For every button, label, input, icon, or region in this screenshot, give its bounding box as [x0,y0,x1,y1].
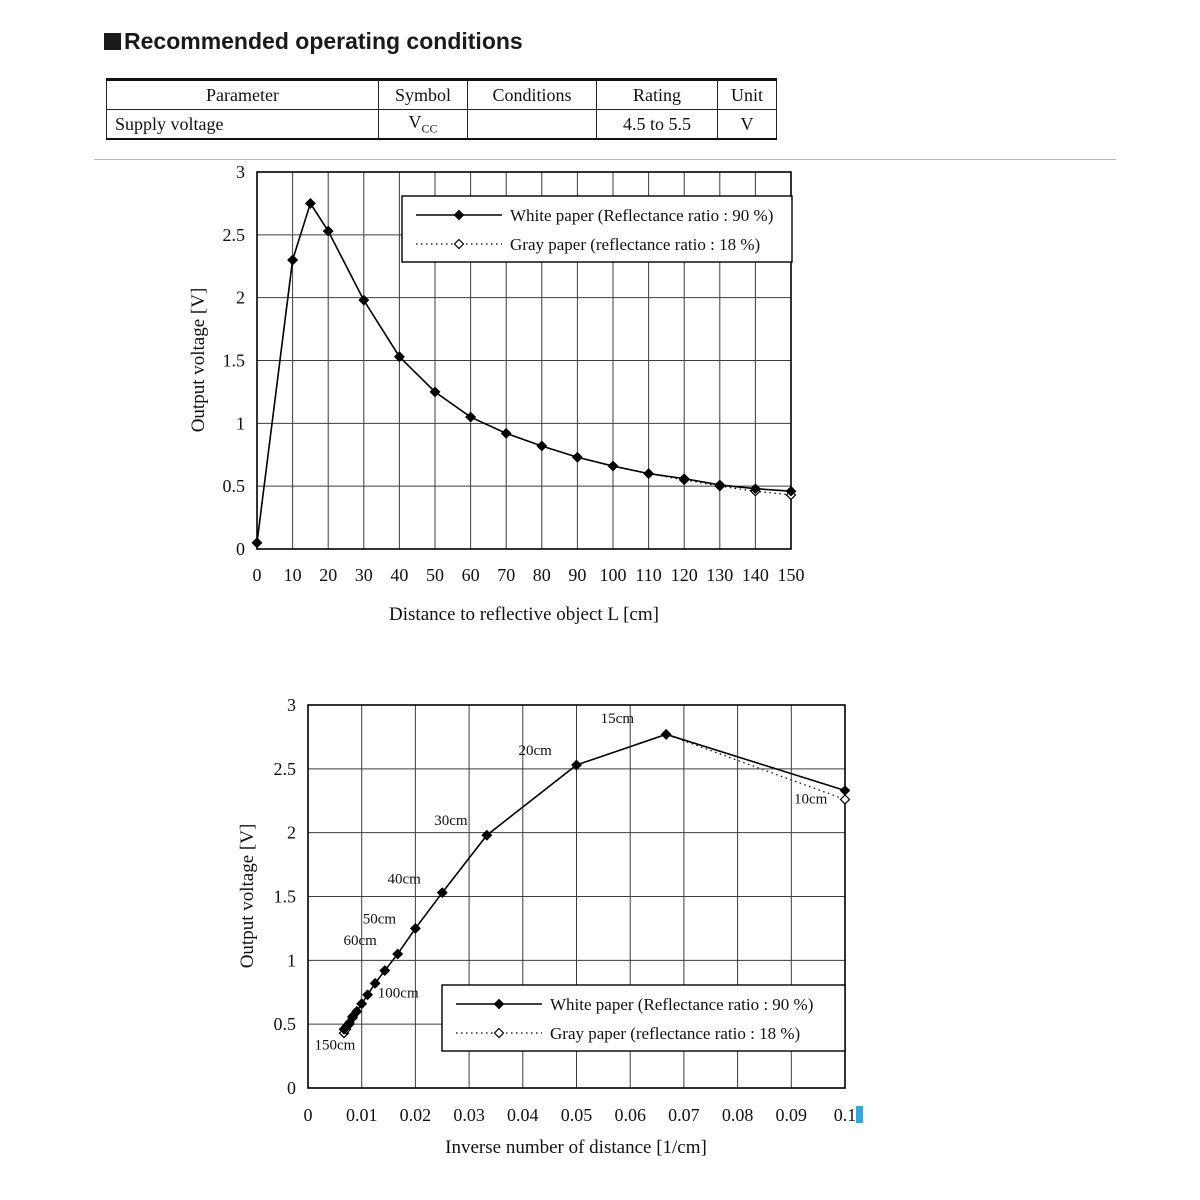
output-voltage-vs-distance-chart [0,160,1200,635]
svg-text:2.5: 2.5 [273,758,296,779]
svg-text:0.03: 0.03 [453,1105,485,1125]
svg-text:0.02: 0.02 [399,1105,432,1125]
svg-text:Gray paper (reflectance ratio: Gray paper (reflectance ratio : 18 %) [510,235,761,254]
svg-text:40: 40 [390,565,409,585]
svg-text:90: 90 [568,565,587,585]
col-header-conditions: Conditions [468,80,597,110]
svg-text:White paper (Reflectance ratio: White paper (Reflectance ratio : 90 %) [510,206,774,225]
symbol-main: V [408,111,422,132]
svg-text:60: 60 [461,565,480,585]
svg-text:60cm: 60cm [343,933,377,950]
svg-text:10: 10 [283,565,302,585]
svg-text:0.5: 0.5 [273,1014,296,1035]
symbol-subscript: CC [421,121,438,136]
svg-text:3: 3 [287,695,296,715]
svg-text:0.06: 0.06 [614,1105,646,1125]
svg-text:30: 30 [354,565,373,585]
cell-symbol [379,110,468,140]
svg-text:1: 1 [236,413,245,434]
svg-text:Gray paper (reflectance ratio: Gray paper (reflectance ratio : 18 %) [550,1024,801,1043]
svg-text:1.5: 1.5 [222,350,245,371]
svg-text:20: 20 [319,565,338,585]
svg-text:30cm: 30cm [434,813,468,830]
svg-text:1: 1 [287,950,296,971]
svg-text:1.5: 1.5 [273,886,296,907]
svg-text:Distance to reflective object: Distance to reflective object L [cm] [389,604,659,625]
svg-text:0.04: 0.04 [507,1105,539,1125]
table-row [107,110,777,140]
svg-text:110: 110 [635,565,662,585]
svg-text:Inverse number of distance [1/: Inverse number of distance [1/cm] [445,1137,707,1158]
svg-text:0: 0 [303,1105,313,1125]
output-voltage-vs-inverse-distance-chart [0,695,1200,1170]
svg-text:3: 3 [236,162,245,182]
svg-text:0.09: 0.09 [775,1105,808,1125]
svg-text:Output voltage [V]: Output voltage [V] [237,823,258,969]
svg-text:140: 140 [741,565,769,585]
svg-text:0.1: 0.1 [833,1105,857,1125]
cell-unit: V [718,110,777,140]
section-marker-icon [104,33,121,50]
svg-text:100: 100 [599,565,627,585]
cell-rating: 4.5 to 5.5 [597,110,718,140]
col-header-parameter: Parameter [107,80,379,110]
col-header-symbol: Symbol [379,80,468,110]
svg-text:50cm: 50cm [362,911,397,928]
svg-text:0.07: 0.07 [668,1105,700,1125]
col-header-rating: Rating [597,80,718,110]
cell-conditions [468,110,597,140]
svg-text:0: 0 [236,539,245,559]
svg-text:80: 80 [532,565,551,585]
svg-text:2: 2 [236,287,245,308]
scan-artifact [856,1106,863,1123]
svg-text:White paper (Reflectance ratio: White paper (Reflectance ratio : 90 %) [550,995,814,1014]
svg-text:100cm: 100cm [377,985,419,1002]
svg-text:0.5: 0.5 [222,476,245,497]
svg-text:0.08: 0.08 [721,1105,754,1125]
col-header-unit: Unit [718,80,777,110]
svg-text:2: 2 [287,822,296,843]
svg-text:40cm: 40cm [387,871,421,888]
svg-text:0.05: 0.05 [560,1105,593,1125]
svg-text:Output voltage [V]: Output voltage [V] [188,287,209,433]
svg-text:10cm: 10cm [793,791,828,808]
svg-text:50: 50 [426,565,444,585]
section-title-text: Recommended operating conditions [124,28,523,54]
table-header-row [107,80,777,110]
operating-conditions-table [106,78,777,140]
cell-parameter: Supply voltage [107,110,379,140]
svg-text:15cm: 15cm [600,710,634,727]
svg-text:2.5: 2.5 [222,224,245,245]
svg-text:130: 130 [706,565,734,585]
section-title [104,28,523,55]
svg-text:20cm: 20cm [518,742,552,759]
svg-text:150cm: 150cm [314,1037,356,1054]
svg-text:0: 0 [252,565,262,585]
svg-text:0: 0 [287,1078,296,1098]
svg-text:120: 120 [670,565,698,585]
svg-text:70: 70 [497,565,516,585]
svg-text:150: 150 [777,565,805,585]
svg-text:0.01: 0.01 [345,1105,378,1125]
